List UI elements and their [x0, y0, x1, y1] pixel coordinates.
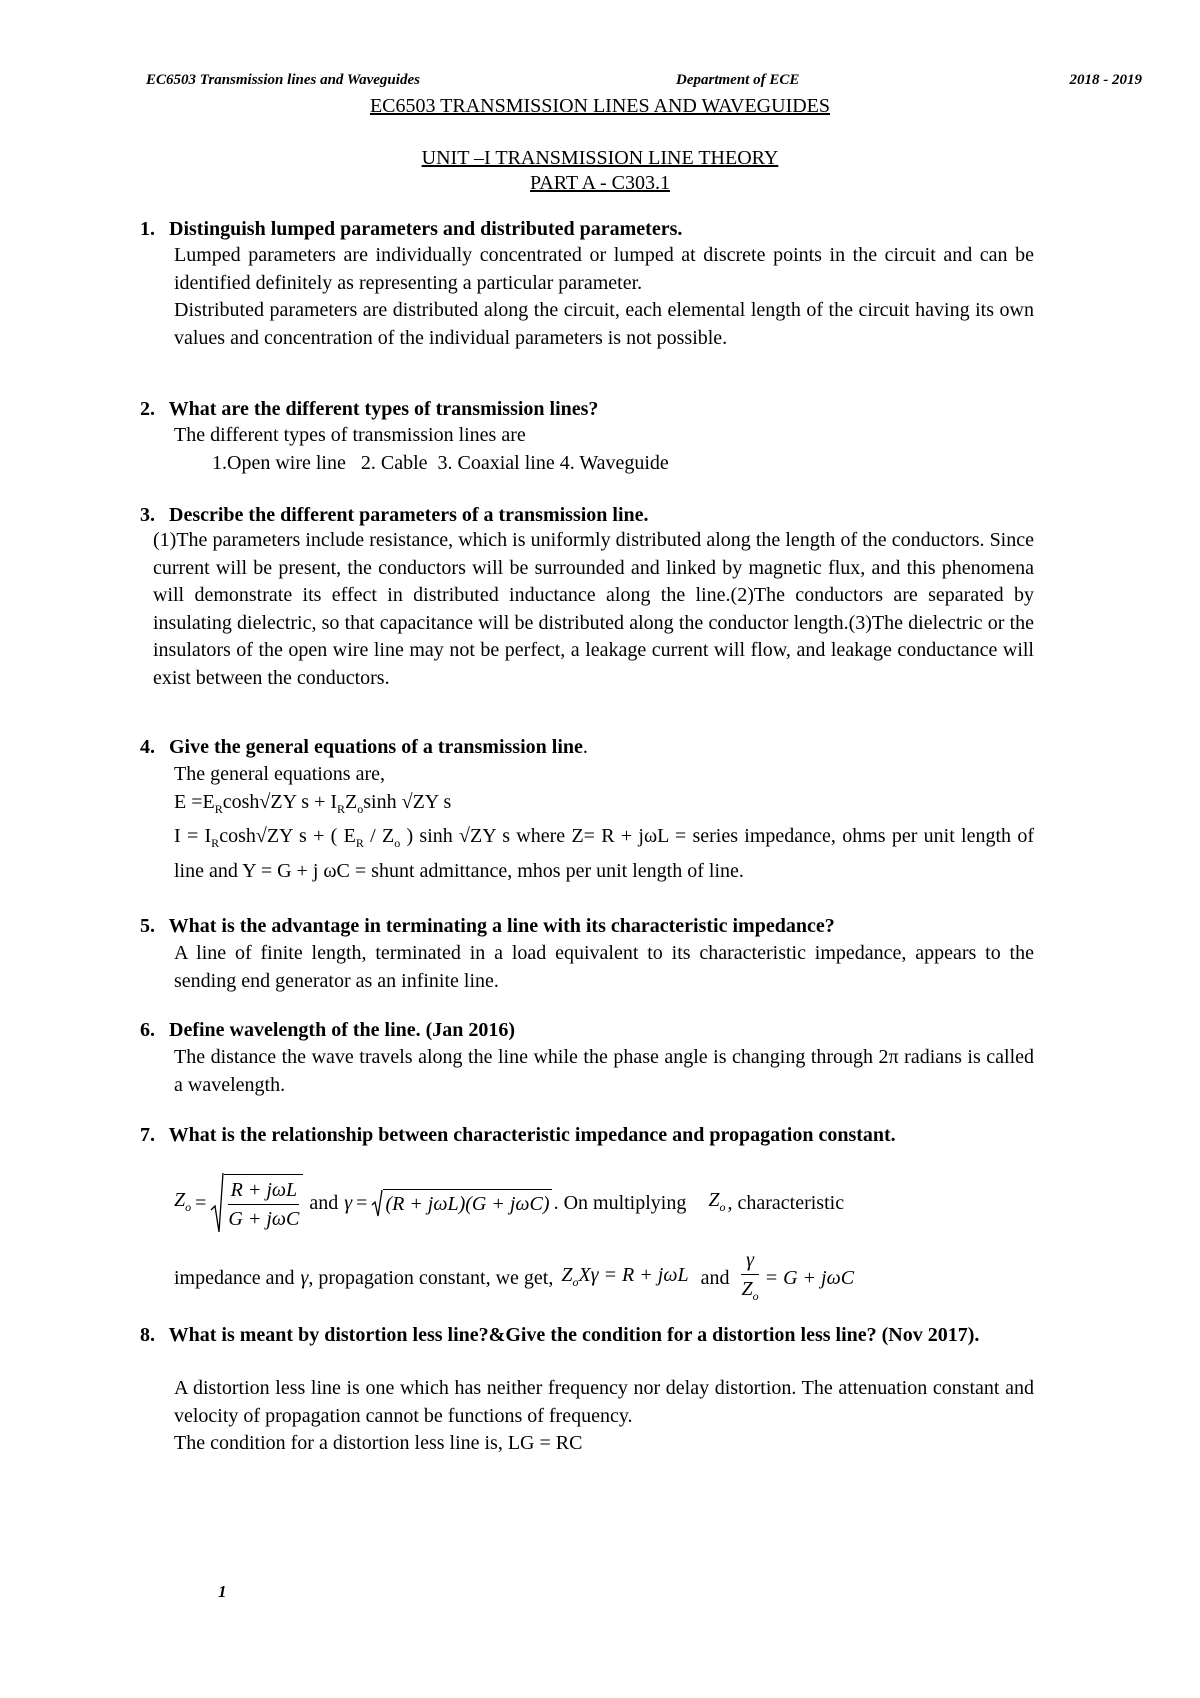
question-text: What are the different types of transmission lines? [168, 398, 599, 420]
answer-text: impedance and [174, 1267, 295, 1289]
question-number: 4. [140, 736, 155, 758]
question-text: Give the general equations of a transmission line [169, 736, 583, 758]
math-equals: = [195, 1192, 207, 1214]
math-z: $Z_o$ [708, 1188, 726, 1214]
question-4 [140, 734, 1034, 761]
question-number: 5. [140, 915, 155, 937]
sqrt-fraction [210, 1172, 303, 1234]
question-7 [140, 1122, 1034, 1149]
answer-paragraph: (1)The parameters include resistance, which is uniformly distributed along the length of the conductors. Since current will be present, the conductors will be surrounded and linked by magnetic flux, and this phenomena will demonstrate its effect in distributed inductance along the line.(2)The conductors are separated by insulating dielectric, so that capacitance will be distributed along the conductor length.(3)The dielectric or the insulators of the open wire line may not be perfect, a leakage current will flow, and leakage conductance will exist between the conductors. [153, 529, 1034, 689]
question-number: 3. [140, 504, 155, 526]
answer-paragraph: Lumped parameters are individually concentrated or lumped at discrete points in the circuit and can be identified definitely as representing a particular parameter. [174, 244, 1034, 294]
eq-part: ) sinh √ZY s where Z= R + jωL = series impedance, ohms per unit length of line and Y = G + j ωC = shunt admittance, mhos per unit length of line. [174, 825, 1034, 882]
math-z: $Z_o$ [174, 1188, 192, 1214]
answer-list: 1.Open wire line 2. Cable 3. Coaxial line 4. Waveguide [212, 451, 669, 474]
question-text: Distinguish lumped parameters and distributed parameters. [169, 218, 683, 240]
eq-sub: R [214, 801, 223, 816]
answer-8 [174, 1375, 1034, 1458]
eq-sub: R [337, 801, 346, 816]
gamma-expression: (R + jωL)(G + jωC) [383, 1189, 551, 1218]
question-text: What is the advantage in terminating a line with its characteristic impedance? [168, 915, 835, 937]
math-product: $Z_oX\gamma = R + j\omega L$ [561, 1263, 689, 1289]
answer-text: , characteristic [727, 1192, 845, 1214]
question-text: Describe the different parameters of a transmission line. [169, 504, 649, 526]
fraction-numerator: γ [746, 1249, 754, 1271]
eq-part: Z [345, 790, 358, 813]
eq-part: / Z [363, 825, 395, 847]
answer-4 [174, 761, 1034, 885]
page-header [146, 72, 1142, 89]
header-year: 2018 - 2019 [1069, 72, 1142, 88]
answer-paragraph: The condition for a distortion less line is, LG = RC [174, 1432, 583, 1454]
question-tail: . [582, 736, 588, 758]
header-department: Department of ECE [676, 72, 800, 88]
unit-title: UNIT –I TRANSMISSION LINE THEORY [421, 147, 779, 169]
math-ratio-rhs: = G + jωC [764, 1267, 855, 1289]
question-number: 1. [140, 218, 155, 240]
question-1 [140, 216, 1034, 243]
eq-sub: R [355, 836, 364, 850]
fraction-gamma-over-z [741, 1246, 758, 1310]
answer-text: , propagation constant, we get, [308, 1267, 554, 1289]
answer-paragraph: A line of finite length, terminated in a load equivalent to its characteristic impedance, appears to the sending end generator as an infinite line. [174, 942, 1034, 992]
fraction-denominator: $Z_o$ [741, 1278, 759, 1303]
eq-sub: R [211, 836, 220, 850]
equation-row-2 [174, 1246, 854, 1310]
answer-3 [153, 527, 1034, 692]
question-text: Define wavelength of the line. (Jan 2016) [169, 1019, 516, 1041]
math-gamma: γ [300, 1267, 309, 1289]
eq-part: E =E [174, 790, 215, 813]
answer-paragraph: Distributed parameters are distributed along the circuit, each elemental length of the circuit having its own values and concentration of the individual parameters is not possible. [174, 299, 1034, 349]
math-equals: = [356, 1192, 368, 1214]
question-5 [140, 913, 1034, 940]
answer-text: . On multiplying [553, 1192, 687, 1214]
answer-text: and [700, 1267, 730, 1289]
fraction [224, 1174, 303, 1233]
equation-i [174, 823, 1034, 885]
eq-part: sinh √ZY s [363, 790, 452, 813]
question-8 [140, 1322, 1034, 1349]
answer-1 [174, 242, 1034, 352]
sqrt-icon [371, 1189, 383, 1217]
question-number: 2. [140, 398, 155, 420]
question-number: 6. [140, 1019, 155, 1041]
eq-sub: o [394, 836, 401, 850]
math-gamma: γ [344, 1192, 353, 1214]
answer-paragraph: The different types of transmission lines are [174, 424, 526, 446]
question-6 [140, 1017, 1034, 1044]
equation-e [174, 789, 1034, 824]
sqrt-icon [210, 1172, 224, 1234]
answer-paragraph: A distortion less line is one which has neither frequency nor delay distortion. The attenuation constant and velocity of propagation cannot be functions of frequency. [174, 1377, 1034, 1427]
eq-part: I = I [174, 825, 212, 847]
answer-2 [174, 422, 1034, 477]
answer-paragraph: The distance the wave travels along the line while the phase angle is changing through 2π radians is called a wavelength. [174, 1046, 1034, 1096]
question-number: 8. [140, 1324, 155, 1346]
question-2 [140, 396, 1034, 423]
answer-text: and [309, 1192, 339, 1214]
question-number: 7. [140, 1124, 155, 1146]
eq-part: cosh√ZY s + I [222, 790, 338, 813]
question-text: What is meant by distortion less line?&Give the condition for a distortion less line? (Nov 2017). [168, 1324, 980, 1346]
part-title: PART A - C303.1 [530, 172, 670, 194]
eq-part: cosh√ZY s + ( E [219, 825, 356, 847]
course-title: EC6503 TRANSMISSION LINES AND WAVEGUIDES [369, 95, 831, 117]
answer-6 [174, 1044, 1034, 1099]
answer-paragraph: The general equations are, [174, 763, 386, 785]
question-3 [140, 502, 1034, 529]
sqrt-gamma [371, 1189, 551, 1218]
header-course: EC6503 Transmission lines and Waveguides [146, 72, 420, 88]
fraction-denominator: G + jωC [228, 1207, 300, 1230]
equation-row-1 [174, 1172, 1034, 1234]
eq-sub: o [357, 801, 364, 816]
fraction-numerator: R + jωL [230, 1178, 298, 1201]
page-number: 1 [218, 1582, 227, 1601]
answer-5 [174, 940, 1034, 995]
question-text: What is the relationship between characteristic impedance and propagation constant. [168, 1124, 896, 1146]
